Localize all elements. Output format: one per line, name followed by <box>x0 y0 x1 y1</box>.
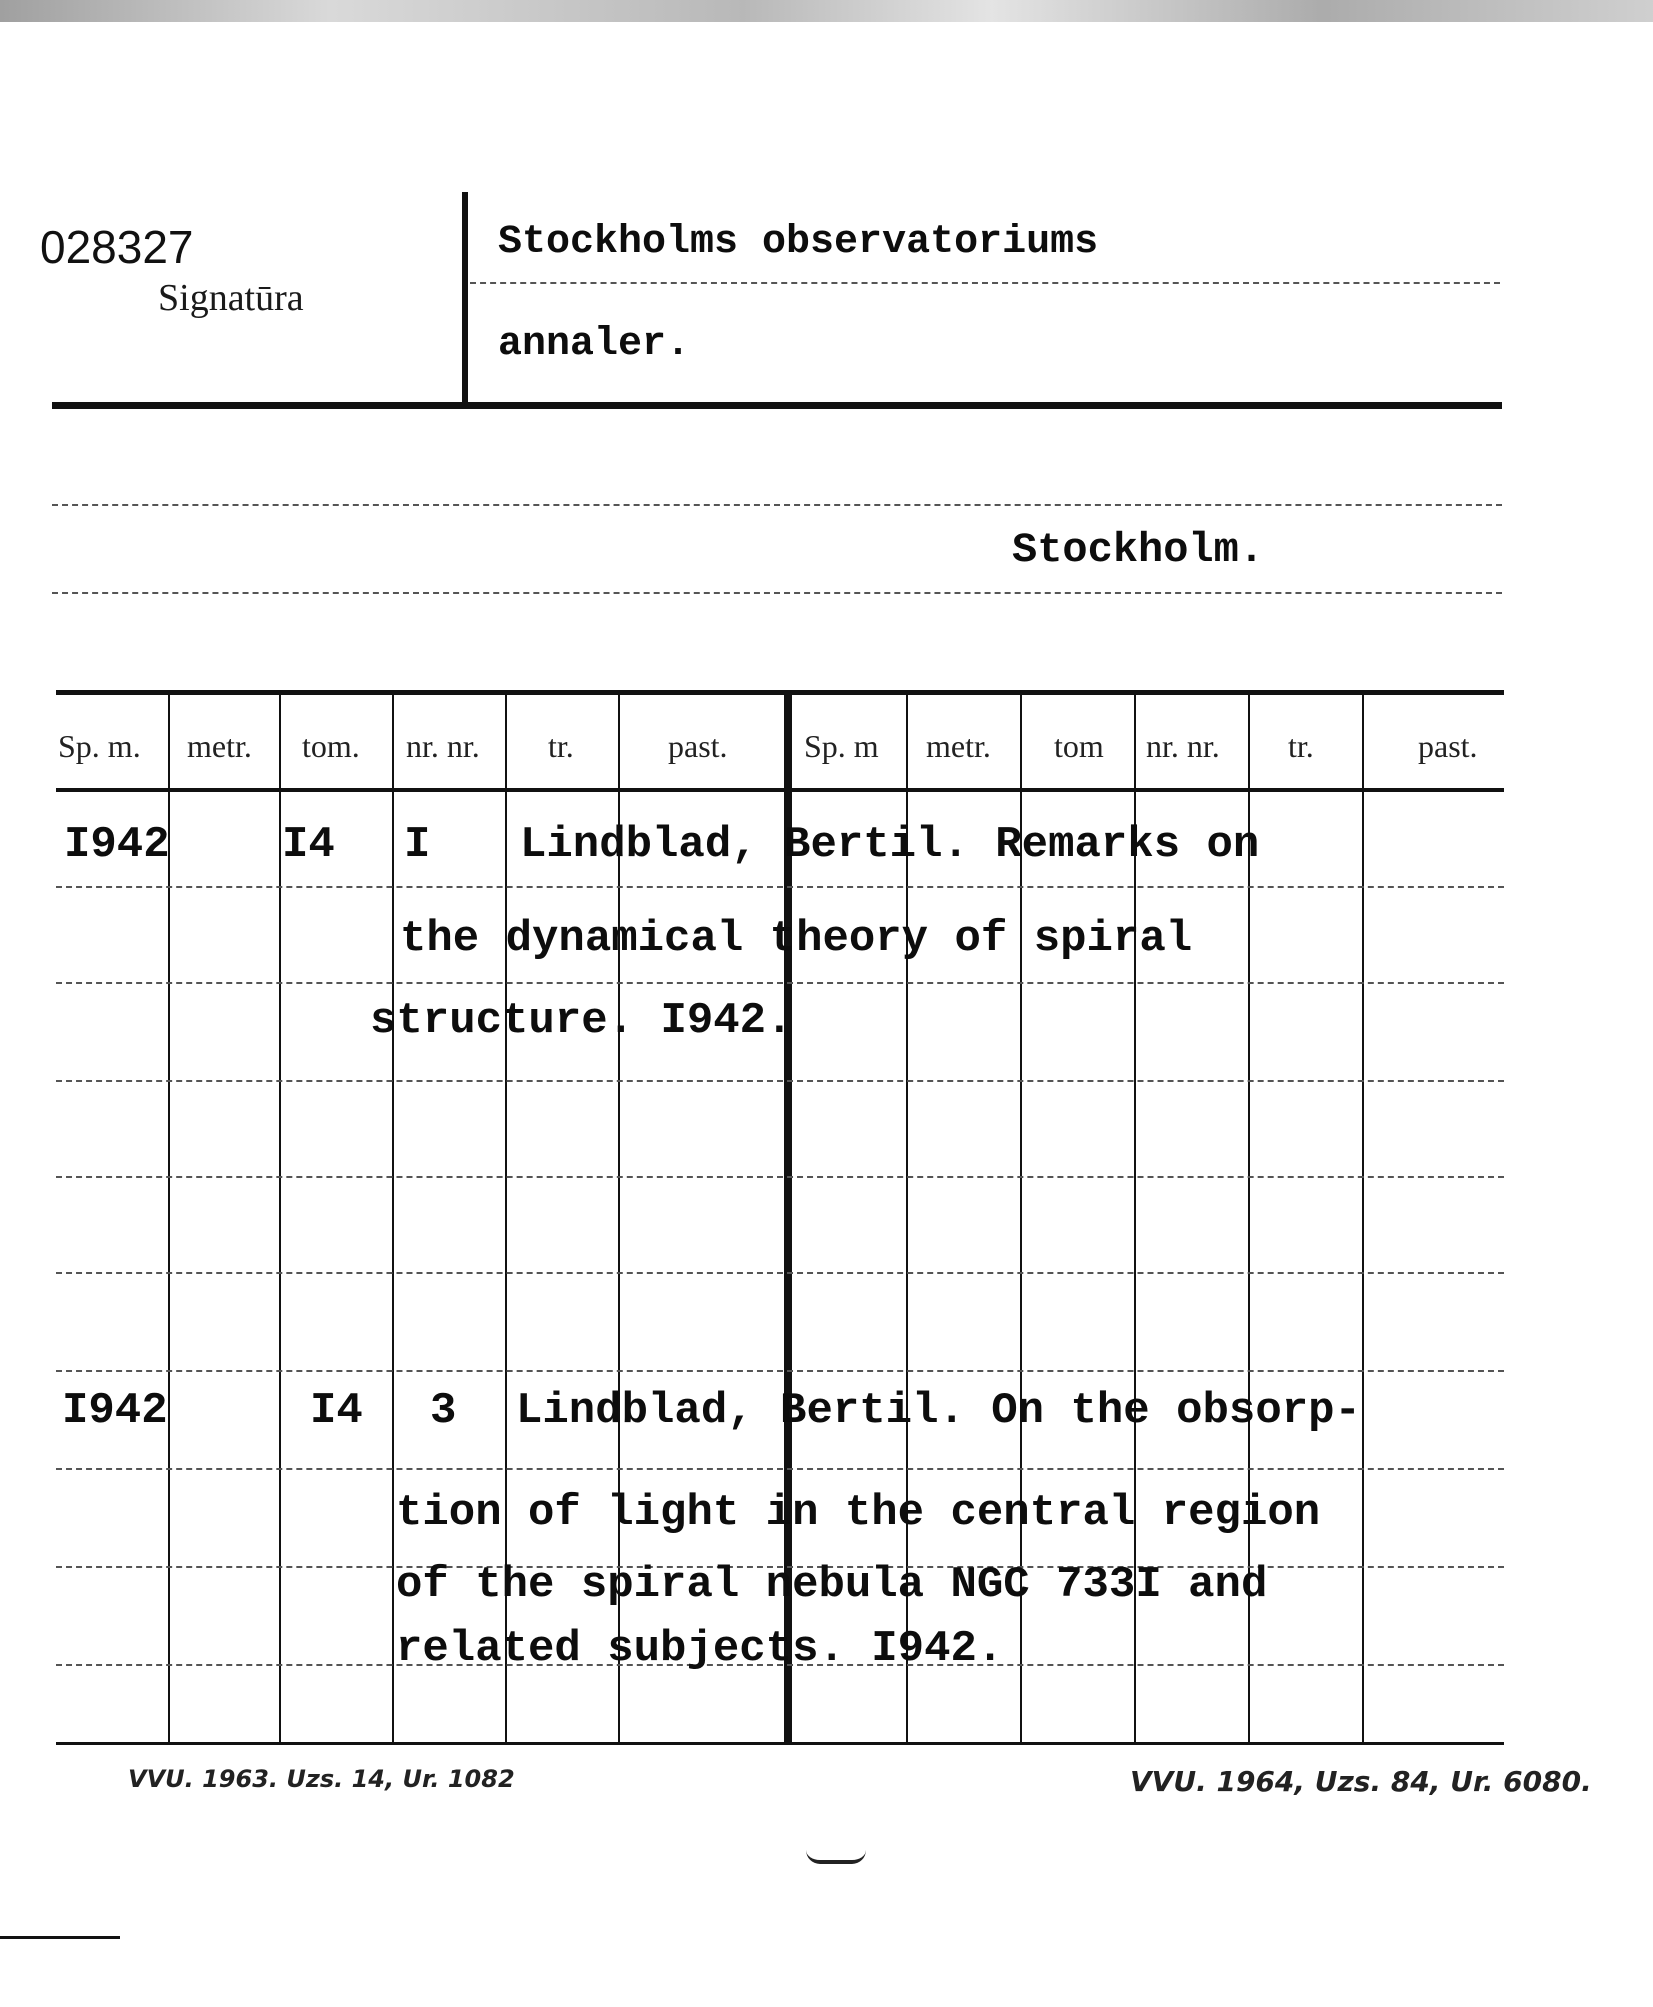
signature-label: Signatūra <box>158 277 304 319</box>
entry-1-year: I942 <box>64 820 170 870</box>
column-header-nr-nr-2: nr. nr. <box>1146 728 1220 764</box>
row-line <box>56 1176 1504 1178</box>
entry-1-volume: I4 <box>282 820 335 870</box>
col-divider <box>392 692 394 1744</box>
column-header-tom: tom. <box>302 728 360 764</box>
column-header-metr-2: metr. <box>926 728 991 764</box>
row-line <box>56 1272 1504 1274</box>
header-divider <box>462 192 468 402</box>
entry-1-line-2: the dynamical theory of spiral <box>400 914 1193 964</box>
footer-note-right: VVU. 1964, Uzs. 84, Ur. 6080. <box>1130 1765 1592 1798</box>
entry-1-line-1: Lindblad, Bertil. Remarks on <box>520 820 1260 870</box>
scan-mark <box>806 1850 866 1864</box>
entry-2-year: I942 <box>62 1386 168 1436</box>
header-rule <box>52 402 1502 409</box>
column-header-past-2: past. <box>1418 728 1478 764</box>
entry-2-line-1: Lindblad, Bertil. On the obsorp- <box>516 1386 1361 1436</box>
row-line <box>56 1370 1504 1372</box>
entry-2-volume: I4 <box>310 1386 363 1436</box>
table-bottom-rule <box>56 1742 1504 1745</box>
entry-2-line-4: related subjects. I942. <box>396 1624 1004 1674</box>
table-top-rule <box>56 690 1504 695</box>
table-header-rule <box>56 788 1504 792</box>
entry-1-number: I <box>404 820 431 870</box>
row-line <box>56 886 1504 888</box>
title-line-1: Stockholms observatoriums <box>498 220 1099 265</box>
entry-2-line-2: tion of light in the central region <box>396 1488 1321 1538</box>
title-underline <box>470 282 1500 284</box>
place-of-publication: Stockholm. <box>1012 526 1265 574</box>
imprint-line-1 <box>52 504 1502 506</box>
row-line <box>56 1468 1504 1470</box>
column-header-metr: metr. <box>187 728 252 764</box>
footer-note-left: VVU. 1963. Uzs. 14, Ur. 1082 <box>128 1765 515 1793</box>
entry-2-number: 3 <box>430 1386 457 1436</box>
column-header-nr-nr: nr. nr. <box>406 728 480 764</box>
column-header-tom-2: tom <box>1054 728 1104 764</box>
entry-2-line-3: of the spiral nebula NGC 733I and <box>396 1560 1268 1610</box>
col-divider <box>1362 692 1364 1744</box>
imprint-line-2 <box>52 592 1502 594</box>
column-header-past: past. <box>668 728 728 764</box>
row-line <box>56 982 1504 984</box>
col-divider <box>279 692 281 1744</box>
title-line-2: annaler. <box>498 322 691 367</box>
column-header-sp-m-2: Sp. m <box>804 728 879 764</box>
row-line <box>56 1080 1504 1082</box>
column-header-tr-2: tr. <box>1288 728 1314 764</box>
signature-number: 028327 <box>40 221 194 273</box>
scan-mark-bottom-left <box>0 1936 120 1939</box>
scan-edge-smudge <box>0 0 1653 22</box>
column-header-sp-m: Sp. m. <box>58 728 141 764</box>
column-header-tr: tr. <box>548 728 574 764</box>
entry-1-line-3: structure. I942. <box>370 996 793 1046</box>
